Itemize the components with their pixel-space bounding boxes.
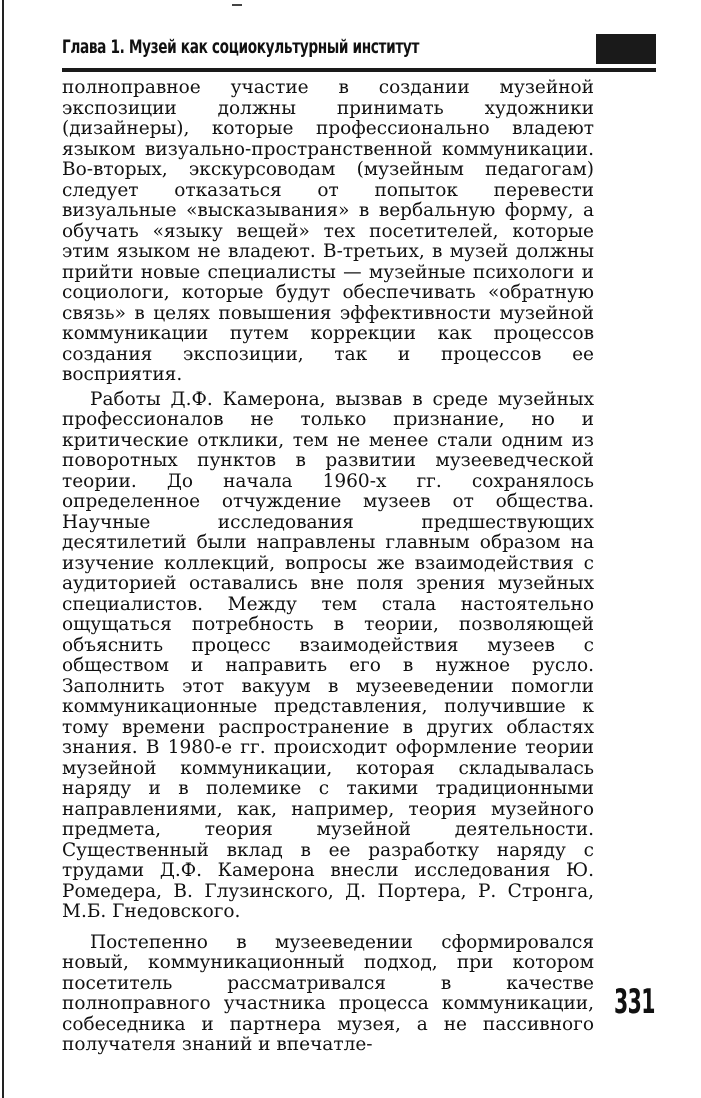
header-rule [62, 68, 656, 72]
running-header [62, 30, 656, 74]
paragraph-3: Постепенно в музееведении сформировался новый, коммуникационный подход, при котором посетитель рассматривался в качестве полноправного участника процесса коммуникации, собеседника и партнера музея, а не пассивного получателя знаний и впечатле- [62, 931, 594, 1055]
header-decorative-block [596, 34, 656, 64]
chapter-title: Глава 1. Музей как социокультурный институт [62, 36, 420, 58]
paragraph-2: Работы Д.Ф. Камерона, вызвав в среде музейных профессионалов не только признание, но и критические отклики, тем не менее стали одним из поворотных пунктов в развитии музееведческой теории. До начала 1960-х гг. сохранялось определенное отчуждение музеев от общества. Научные исследования предшествующих десятилетий были направлены главным образом на изучение коллекций, вопросы же взаимодействия с аудиторией оставались вне поля зрения музейных специалистов. Между тем стала настоятельно ощущаться потребность в теории, позволяющей объяснить процесс взаимодействия музеев с обществом и направить его в нужное русло. Заполнить этот вакуум в музееведении помогли коммуникационные представления, получившие к тому времени распространение в других областях знания. В 1980-е гг. происходит оформление теории музейной коммуникации, которая складывалась наряду и в полемике с такими традиционными направлениями, как, например, теория музейного предмета, теория музейной деятельности. Существенный вклад в ее разработку наряду с трудами Д.Ф. Камерона внесли исследования Ю. Ромедера, В. Глузинского, Д. Портера, Р. Стронга, М.Б. Гнедовского. [62, 388, 594, 922]
page-number: 331 [614, 982, 655, 1022]
scan-mark [232, 4, 242, 6]
page-edge-rule [2, 0, 4, 1098]
body-text [62, 78, 594, 1056]
paragraph-1: полноправное участие в создании музейной экспозиции должны принимать художники (дизайнеры), которые профессионально владеют языком визуально-пространственной коммуникации. Во-вторых, экскурсоводам (музейным педагогам) следует отказаться от попыток перевести визуальные «высказывания» в вербальную форму, а обучать «языку вещей» тех посетителей, которые этим языком не владеют. В-третьих, в музей должны прийти новые специалисты — музейные психологи и социологи, которые будут обеспечивать «обратную связь» в целях повышения эффективности музейной коммуникации путем коррекции как процессов создания экспозиции, так и процессов ее восприятия. [62, 77, 594, 385]
